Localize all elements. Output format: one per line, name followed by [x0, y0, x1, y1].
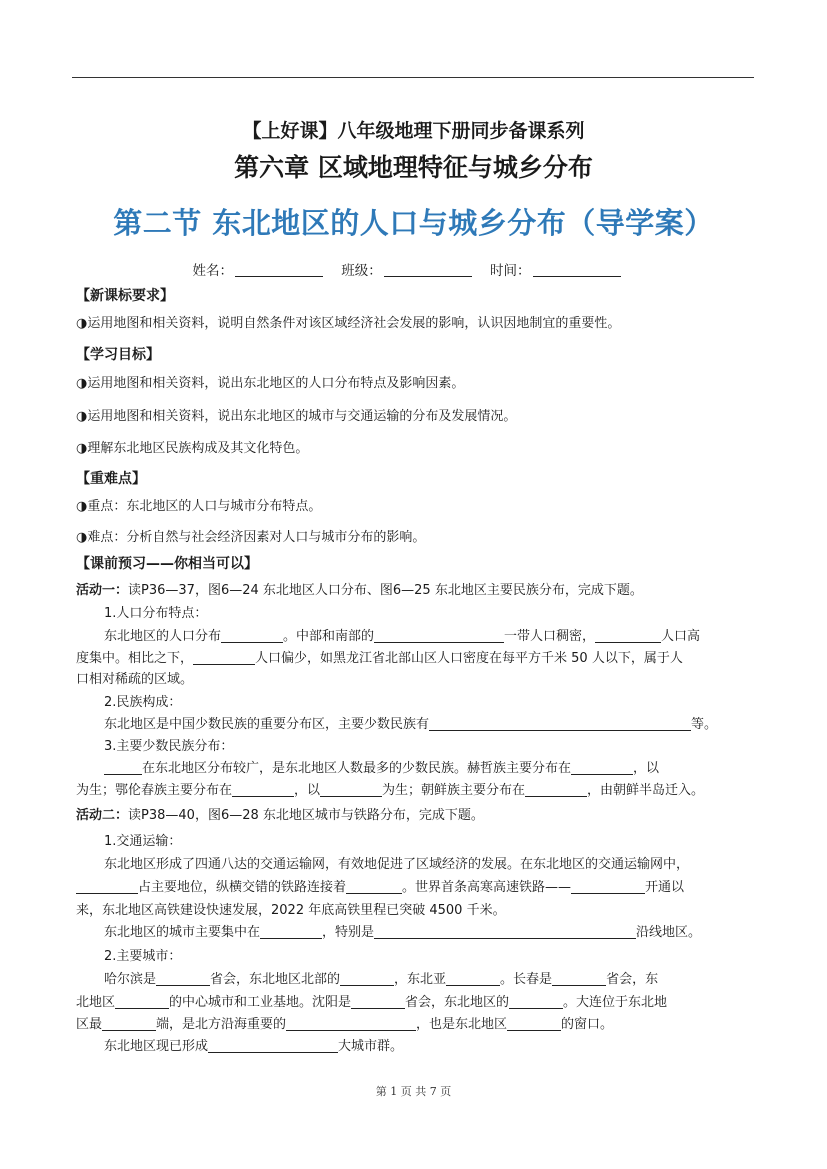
goal-item: ◑运用地图和相关资料，说出东北地区的城市与交通运输的分布及发展情况。 — [76, 409, 517, 424]
question-line: 口相对稀疏的区域。 — [76, 672, 194, 687]
question-title: 2.民族构成： — [104, 695, 182, 710]
activity2-intro — [76, 807, 756, 825]
question-line: 东北地区的城市主要集中在 ，特别是 沿线地区。 — [104, 925, 702, 940]
activity1-label: 活动一： — [76, 583, 129, 598]
name-blank[interactable] — [235, 263, 323, 277]
question-line: 北地区 的中心城市和工业基地。沈阳是 省会，东北地区的 。大连位于东北地 — [76, 995, 668, 1010]
answer-blank[interactable] — [507, 1016, 561, 1031]
name-label: 姓名： — [192, 263, 233, 279]
keypoint-item: ◑重点：东北地区的人口与城市分布特点。 — [76, 499, 322, 514]
answer-blank[interactable] — [232, 782, 294, 797]
answer-blank[interactable] — [102, 1016, 156, 1031]
answer-blank[interactable] — [286, 1016, 416, 1031]
activity2-label: 活动二： — [76, 808, 129, 823]
question-title: 2.主要城市： — [104, 949, 182, 964]
answer-blank[interactable] — [320, 782, 382, 797]
answer-blank[interactable] — [374, 924, 636, 939]
question-line: 哈尔滨是 省会，东北地区北部的 ，东北亚 。长春是 省会，东 — [104, 972, 659, 987]
keypoint-item: ◑难点：分析自然与社会经济因素对人口与城市分布的影响。 — [76, 530, 426, 545]
question-line: 东北地区现已形成 大城市群。 — [104, 1039, 404, 1054]
time-blank[interactable] — [533, 263, 621, 277]
class-blank[interactable] — [384, 263, 472, 277]
answer-blank[interactable] — [115, 994, 169, 1009]
answer-blank[interactable] — [76, 879, 138, 894]
goal-item: ◑理解东北地区民族构成及其文化特色。 — [76, 441, 309, 456]
answer-blank[interactable] — [193, 650, 255, 665]
answer-blank[interactable] — [221, 628, 283, 643]
activity2-text: 读P38—40，图6—28 东北地区城市与铁路分布，完成下题。 — [128, 808, 484, 823]
answer-blank[interactable] — [156, 971, 210, 986]
activity1-text: 读P36—37，图6—24 东北地区人口分布、图6—25 东北地区主要民族分布，完成下题。 — [128, 583, 643, 598]
answer-blank[interactable] — [208, 1038, 338, 1053]
answer-blank[interactable] — [351, 994, 405, 1009]
answer-blank[interactable] — [429, 716, 691, 731]
answer-blank[interactable] — [571, 760, 633, 775]
goals-heading: 【学习目标】 — [76, 347, 160, 363]
question-line: 区最 端，是北方沿海重要的 ，也是东北地区 的窗口。 — [76, 1017, 614, 1032]
top-rule — [72, 77, 754, 78]
answer-blank[interactable] — [571, 879, 645, 894]
question-line: 东北地区是中国少数民族的重要分布区，主要少数民族有 等。 — [104, 717, 718, 732]
question-line: 在东北地区分布较广，是东北地区人数最多的少数民族。赫哲族主要分布在 ，以 — [104, 760, 784, 778]
answer-blank[interactable] — [260, 924, 322, 939]
standards-item: ◑运用地图和相关资料，说明自然条件对该区域经济社会发展的影响，认识因地制宜的重要性。 — [76, 316, 621, 331]
goal-item: ◑运用地图和相关资料，说出东北地区的人口分布特点及影响因素。 — [76, 376, 465, 391]
question-line: 来，东北地区高铁建设快速发展，2022 年底高铁里程已突破 4500 千米。 — [76, 903, 506, 918]
series-title: 【上好课】八年级地理下册同步备课系列 — [242, 120, 585, 142]
question-title: 1.人口分布特点： — [104, 606, 208, 621]
chapter-title: 第六章 区域地理特征与城乡分布 — [234, 153, 593, 182]
student-info-row — [0, 259, 827, 279]
answer-blank[interactable] — [552, 971, 606, 986]
question-line: 度集中。相比之下， 人口偏少，如黑龙江省北部山区人口密度在每平方千米 50 人以下，属于人 — [76, 651, 683, 666]
keypoints-heading: 【重难点】 — [76, 471, 146, 487]
question-line: 为生；鄂伦春族主要分布在 ，以 为生；朝鲜族主要分布在 ，由朝鲜半岛迁入。 — [76, 783, 705, 798]
answer-blank[interactable] — [346, 879, 402, 894]
answer-blank[interactable] — [525, 782, 587, 797]
class-label: 班级： — [341, 263, 382, 279]
answer-blank[interactable] — [104, 760, 142, 775]
answer-blank[interactable] — [595, 628, 661, 643]
question-title: 3.主要少数民族分布： — [104, 739, 234, 754]
page-footer: 第 1 页 共 7 页 — [375, 1085, 452, 1098]
answer-blank[interactable] — [374, 628, 504, 643]
activity1-intro — [76, 582, 756, 600]
answer-blank[interactable] — [446, 971, 500, 986]
question-line: 东北地区的人口分布 。中部和南部的 一带人口稠密， 人口高 — [104, 629, 701, 644]
time-label: 时间： — [490, 263, 531, 279]
question-line: 东北地区形成了四通八达的交通运输网，有效地促进了区域经济的发展。在东北地区的交通运输网中， — [104, 857, 690, 872]
section-title: 第二节 东北地区的人口与城乡分布（导学案） — [113, 206, 714, 240]
question-line: 占主要地位，纵横交错的铁路连接着 。世界首条高寒高速铁路—— 开通以 — [76, 879, 756, 897]
question-title: 1.交通运输： — [104, 834, 182, 849]
preview-heading: 【课前预习——你相当可以】 — [76, 556, 258, 572]
answer-blank[interactable] — [509, 994, 563, 1009]
answer-blank[interactable] — [340, 971, 394, 986]
standards-heading: 【新课标要求】 — [76, 288, 174, 304]
